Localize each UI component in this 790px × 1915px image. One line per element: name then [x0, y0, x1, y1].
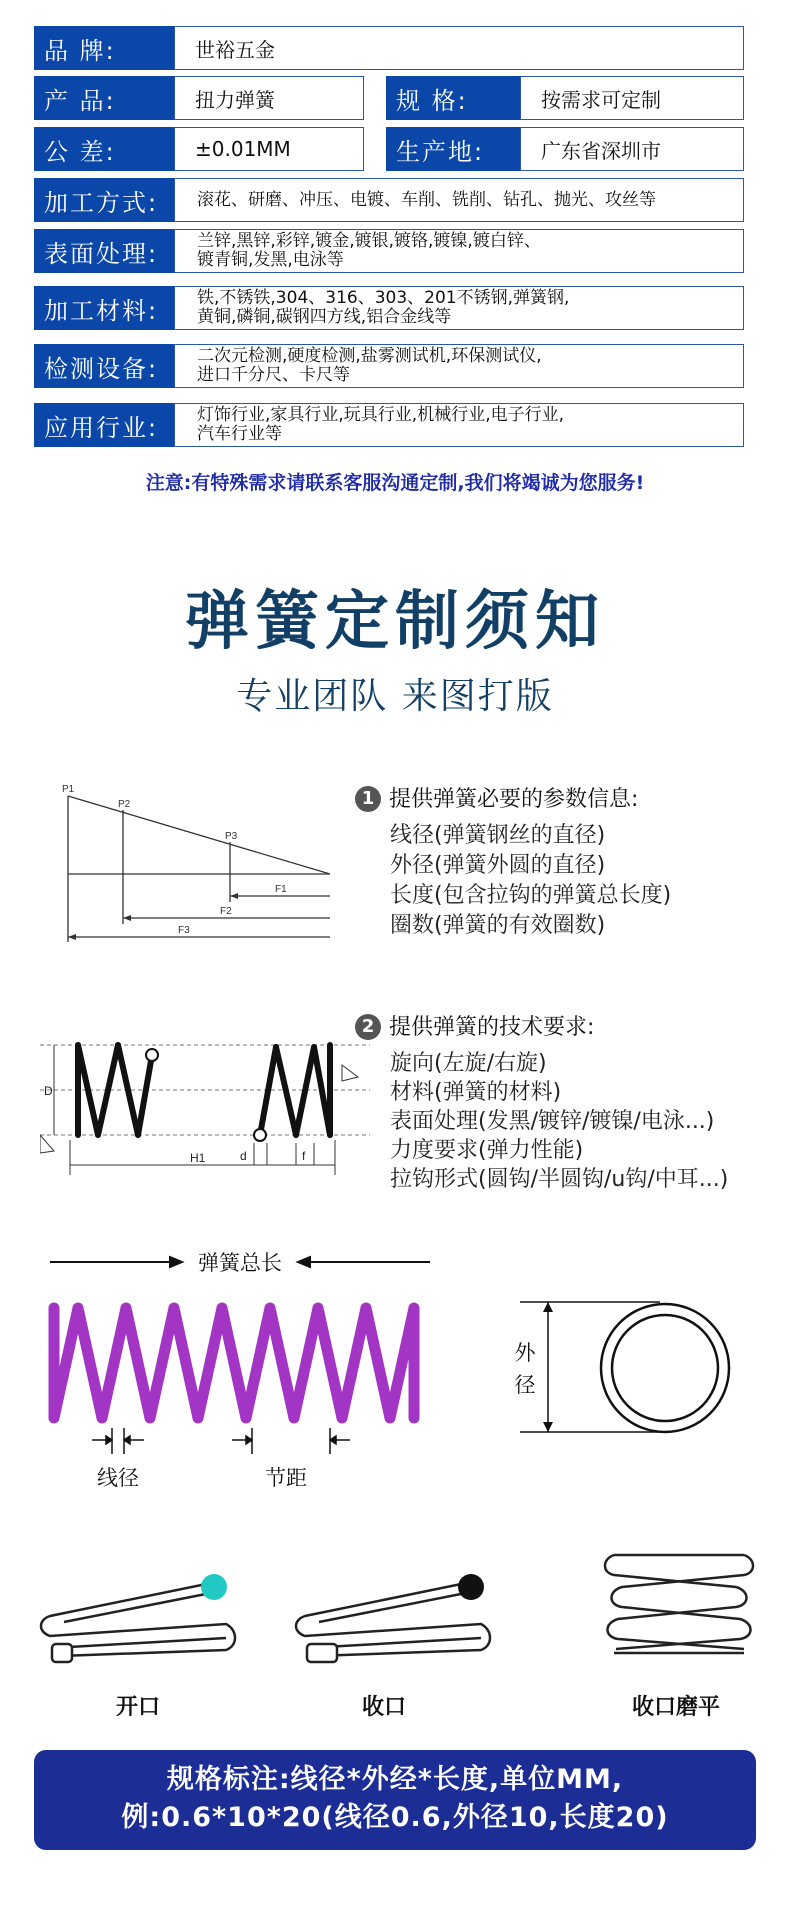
section1-line: 圈数(弹簧的有效圈数) — [390, 913, 606, 938]
label-process: 加工方式: — [34, 178, 174, 222]
section2-line: 力度要求(弹力性能) — [390, 1138, 584, 1163]
value-inspection — [174, 344, 744, 388]
total-length-label: 弹簧总长 — [198, 1252, 282, 1275]
label-brand: 品 牌: — [34, 26, 174, 70]
section1-line: 线径(弹簧钢丝的直径) — [390, 823, 606, 848]
section2-line: 材料(弹簧的材料) — [390, 1080, 562, 1105]
force-diagram — [60, 782, 340, 952]
spec-format-banner — [34, 1750, 756, 1850]
section1-title-text: 提供弹簧必要的参数信息: — [389, 787, 639, 812]
banner-line1: 规格标注:线径*外经*长度,单位MM, — [166, 1764, 624, 1795]
label-surface: 表面处理: — [34, 229, 174, 273]
notice-text: 注意:有特殊需求请联系客服沟通定制,我们将竭诚为您服务! — [145, 472, 645, 494]
label-origin: 生产地: — [386, 127, 520, 171]
ground-end-label: 收口磨平 — [632, 1695, 721, 1720]
label-f3: F3 — [178, 925, 190, 936]
value-inspection-line1: 二次元检测,硬度检测,盐雾测试机,环保测试仪, — [197, 346, 542, 366]
section2-title — [355, 1010, 594, 1041]
label-p1: P1 — [62, 784, 75, 795]
label-f2: F2 — [220, 906, 232, 917]
value-material-line1: 铁,不锈铁,304、316、303、201不锈钢,弹簧钢, — [197, 288, 570, 308]
value-surface-line2: 镀青铜,发黑,电泳等 — [197, 250, 344, 270]
value-brand: 世裕五金 — [174, 26, 744, 70]
section2-line: 表面处理(发黑/镀锌/镀镍/电泳...) — [390, 1109, 715, 1134]
section2-title-text: 提供弹簧的技术要求: — [389, 1015, 595, 1040]
section1-line: 长度(包含拉钩的弹簧总长度) — [390, 883, 672, 908]
value-tolerance: ±0.01MM — [174, 127, 364, 171]
wire-dia-label: 线径 — [97, 1466, 139, 1490]
label-material: 加工材料: — [34, 286, 174, 330]
section2-line: 拉钩形式(圆钩/半圆钩/u钩/中耳...) — [390, 1167, 729, 1192]
label-p3: P3 — [225, 831, 238, 842]
page-title: 弹簧定制须知 — [185, 585, 605, 659]
value-origin: 广东省深圳市 — [520, 127, 744, 171]
label-p2: P2 — [118, 799, 131, 810]
label-tolerance: 公 差: — [34, 127, 174, 171]
value-material-line2: 黄铜,磷铜,碳钢四方线,铝合金线等 — [197, 307, 452, 327]
closed-end-illustration — [285, 1560, 505, 1670]
value-industry-line1: 灯饰行业,家具行业,玩具行业,机械行业,电子行业, — [197, 405, 565, 425]
label-inspection: 检测设备: — [34, 344, 174, 388]
value-material — [174, 286, 744, 330]
value-industry-line2: 汽车行业等 — [197, 424, 282, 444]
section1-line: 外径(弹簧外圆的直径) — [390, 853, 606, 878]
section1-number: 1 — [355, 786, 381, 812]
value-inspection-line2: 进口千分尺、卡尺等 — [197, 365, 350, 385]
label-product: 产 品: — [34, 76, 174, 120]
open-end-dot — [201, 1574, 227, 1600]
outer-dia-label-1: 外 — [514, 1341, 536, 1365]
label-pitch-f: f — [302, 1149, 306, 1163]
closed-end-label: 收口 — [362, 1695, 407, 1720]
section2-line: 旋向(左旋/右旋) — [390, 1051, 547, 1076]
section1-title — [355, 782, 638, 813]
label-outer-d: D — [44, 1084, 53, 1098]
open-end-illustration — [30, 1560, 250, 1670]
value-product: 扭力弹簧 — [174, 76, 364, 120]
value-spec: 按需求可定制 — [520, 76, 744, 120]
closed-end-dot — [458, 1574, 484, 1600]
outer-dia-label-2: 径 — [514, 1373, 536, 1397]
value-surface — [174, 229, 744, 273]
value-process: 滚花、研磨、冲压、电镀、车削、铣削、钻孔、抛光、攻丝等 — [174, 178, 744, 222]
value-surface-line1: 兰锌,黑锌,彩锌,镀金,镀银,镀铬,镀镍,镀白锌、 — [197, 231, 541, 251]
label-h1: H1 — [190, 1151, 206, 1165]
value-industry — [174, 403, 744, 447]
section2-number: 2 — [355, 1014, 381, 1040]
label-f1: F1 — [275, 884, 287, 895]
label-wire-d: d — [240, 1149, 247, 1163]
open-end-label: 开口 — [116, 1695, 161, 1720]
compression-spring-drawing — [40, 1025, 370, 1175]
page-subtitle: 专业团队 来图打版 — [236, 676, 554, 717]
pitch-label: 节距 — [265, 1466, 307, 1490]
ground-end-illustration — [600, 1545, 760, 1665]
banner-line2: 例:0.6*10*20(线径0.6,外径10,长度20) — [121, 1802, 669, 1833]
label-industry: 应用行业: — [34, 403, 174, 447]
spring-dimension-diagram — [40, 1240, 760, 1510]
label-spec: 规 格: — [386, 76, 520, 120]
